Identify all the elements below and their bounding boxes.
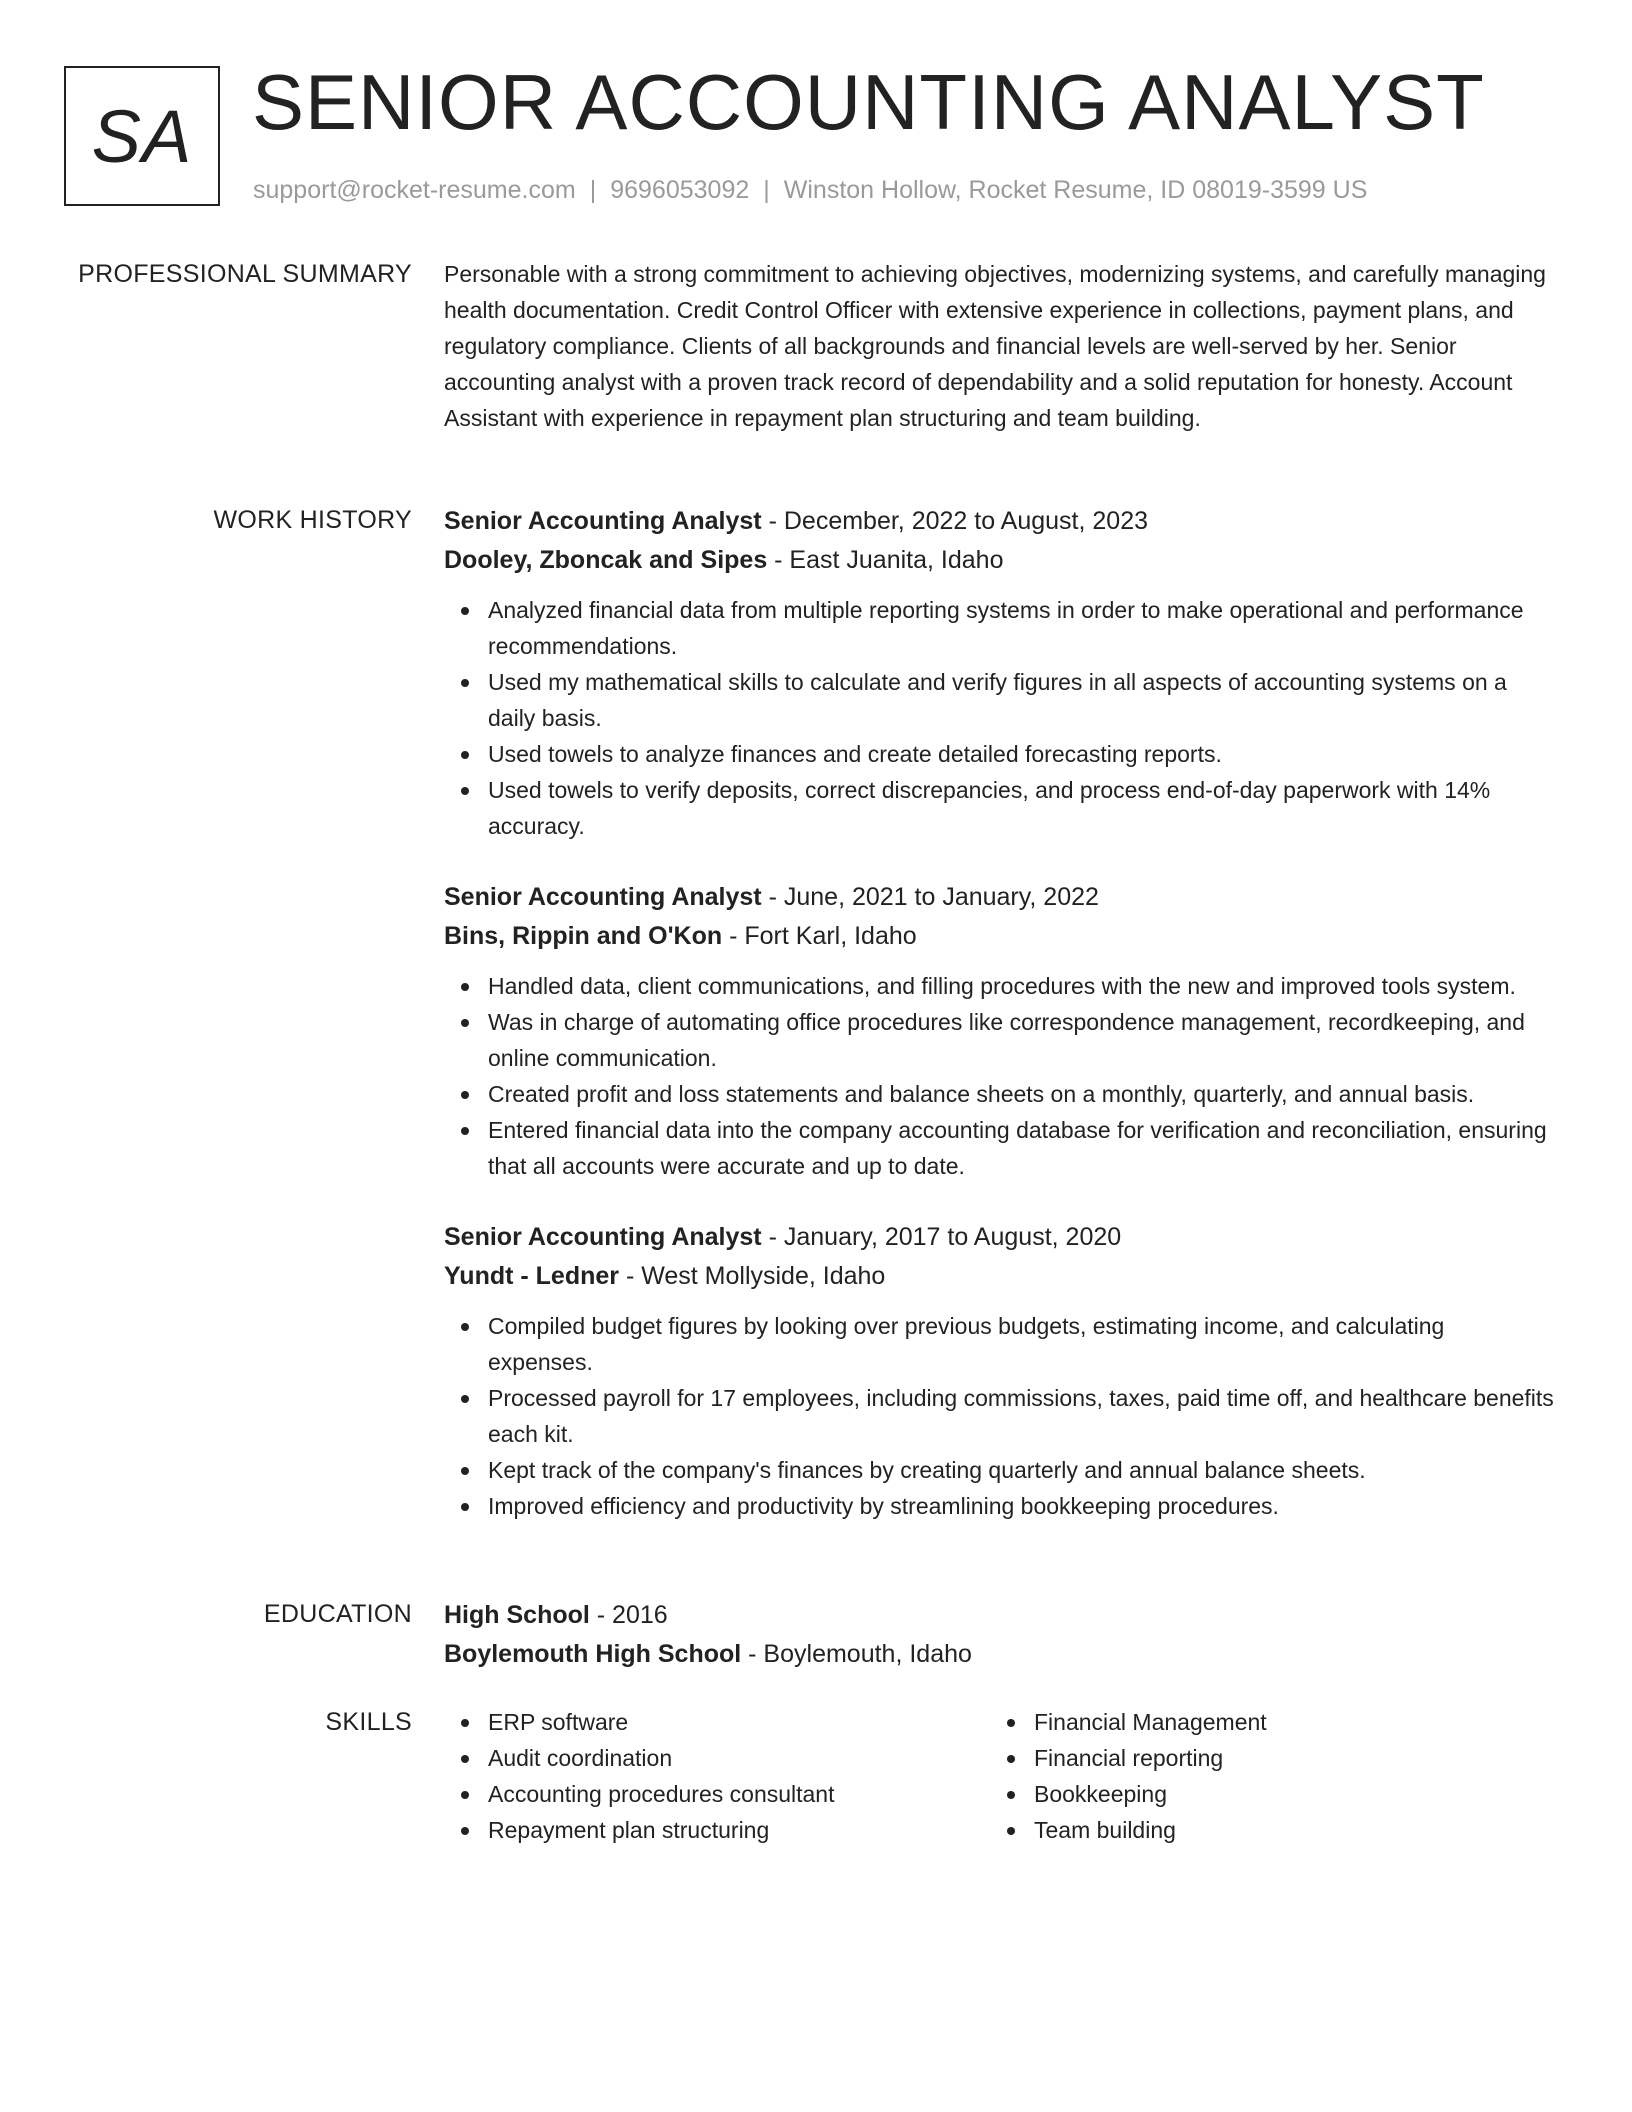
list-item: Created profit and loss statements and balance sheets on a monthly, quarterly, and annual basis.: [444, 1076, 1554, 1112]
job-company-line: [444, 917, 1554, 956]
job-title-line: [444, 878, 1554, 917]
list-item: Used towels to verify deposits, correct discrepancies, and process end-of-day paperwork with 14% accuracy.: [444, 772, 1554, 844]
skills-heading: SKILLS: [325, 1708, 412, 1736]
contact-address: Winston Hollow, Rocket Resume, ID 08019-3599 US: [783, 176, 1368, 204]
list-item: Was in charge of automating office procedures like correspondence management, recordkeeping, and online communication.: [444, 1004, 1554, 1076]
job-bullets: [444, 1308, 1554, 1524]
job-title-line: [444, 502, 1554, 541]
job-company: Yundt - Ledner: [444, 1262, 619, 1290]
list-item: Repayment plan structuring: [444, 1812, 990, 1848]
job-entry: [444, 878, 1554, 1184]
list-item: Kept track of the company's finances by creating quarterly and annual balance sheets.: [444, 1452, 1554, 1488]
list-item: Bookkeeping: [990, 1776, 1536, 1812]
skills-column-right: [990, 1704, 1536, 1848]
contact-line: [253, 174, 1367, 206]
education-location: - Boylemouth, Idaho: [741, 1640, 972, 1668]
list-item: Improved efficiency and productivity by streamlining bookkeeping procedures.: [444, 1488, 1554, 1524]
job-bullets: [444, 592, 1554, 844]
job-company-line: [444, 541, 1554, 580]
skills-list-left: [444, 1704, 990, 1848]
monogram-initials: SA: [91, 94, 193, 178]
job-role: Senior Accounting Analyst: [444, 1223, 762, 1251]
education-school-line: [444, 1635, 1554, 1674]
list-item: Team building: [990, 1812, 1536, 1848]
job-company: Dooley, Zboncak and Sipes: [444, 546, 768, 574]
list-item: Processed payroll for 17 employees, including commissions, taxes, paid time off, and healthcare benefits each kit.: [444, 1380, 1554, 1452]
job-location: - Fort Karl, Idaho: [722, 922, 917, 950]
job-dates: - December, 2022 to August, 2023: [761, 507, 1149, 535]
list-item: Compiled budget figures by looking over previous budgets, estimating income, and calculating expenses.: [444, 1308, 1554, 1380]
monogram-box: [64, 66, 220, 206]
list-item: Entered financial data into the company accounting database for verification and reconciliation, ensuring that all accounts were accurate and up to date.: [444, 1112, 1554, 1184]
list-item: Audit coordination: [444, 1740, 990, 1776]
job-location: - East Juanita, Idaho: [767, 546, 1004, 574]
work-history-content: [444, 502, 1554, 1558]
list-item: Accounting procedures consultant: [444, 1776, 990, 1812]
contact-separator: |: [763, 176, 770, 204]
list-item: Analyzed financial data from multiple reporting systems in order to make operational and performance recommendations.: [444, 592, 1554, 664]
education-heading: EDUCATION: [263, 1600, 412, 1628]
job-company-line: [444, 1257, 1554, 1296]
skills-content: [444, 1704, 1554, 1848]
education-year: - 2016: [589, 1601, 668, 1629]
skills-grid: [444, 1704, 1554, 1848]
summary-content: [444, 256, 1554, 436]
job-dates: - January, 2017 to August, 2020: [761, 1223, 1122, 1251]
job-entry: [444, 1218, 1554, 1524]
skills-column-left: [444, 1704, 990, 1848]
education-content: [444, 1596, 1554, 1674]
list-item: Used towels to analyze finances and create detailed forecasting reports.: [444, 736, 1554, 772]
work-history-heading: WORK HISTORY: [213, 506, 412, 534]
contact-separator: |: [589, 176, 597, 204]
contact-phone: 9696053092: [610, 176, 750, 204]
summary-heading: PROFESSIONAL SUMMARY: [78, 260, 412, 288]
contact-email: support@rocket-resume.com: [253, 176, 576, 204]
list-item: Financial reporting: [990, 1740, 1536, 1776]
education-degree-line: [444, 1596, 1554, 1635]
skills-list-right: [990, 1704, 1536, 1848]
summary-text: Personable with a strong commitment to achieving objectives, modernizing systems, and carefully managing health documentation. Credit Control Officer with extensive experience in collections, payment plans, and regulatory compliance. Clients of all backgrounds and financial levels are well-served by her. Senior accounting analyst with a proven track record of dependability and a solid reputation for honesty. Account Assistant with experience in repayment plan structuring and team building.: [444, 261, 1546, 431]
job-dates: - June, 2021 to January, 2022: [761, 883, 1099, 911]
education-school: Boylemouth High School: [444, 1640, 742, 1668]
resume-title: SENIOR ACCOUNTING ANALYST: [252, 58, 1485, 146]
education-degree: High School: [444, 1601, 590, 1629]
list-item: Handled data, client communications, and filling procedures with the new and improved tools system.: [444, 968, 1554, 1004]
job-role: Senior Accounting Analyst: [444, 883, 762, 911]
job-entry: [444, 502, 1554, 844]
list-item: Financial Management: [990, 1704, 1536, 1740]
list-item: Used my mathematical skills to calculate and verify figures in all aspects of accounting systems on a daily basis.: [444, 664, 1554, 736]
job-title-line: [444, 1218, 1554, 1257]
job-role: Senior Accounting Analyst: [444, 507, 762, 535]
job-location: - West Mollyside, Idaho: [619, 1262, 886, 1290]
list-item: ERP software: [444, 1704, 990, 1740]
job-company: Bins, Rippin and O'Kon: [444, 922, 723, 950]
job-bullets: [444, 968, 1554, 1184]
